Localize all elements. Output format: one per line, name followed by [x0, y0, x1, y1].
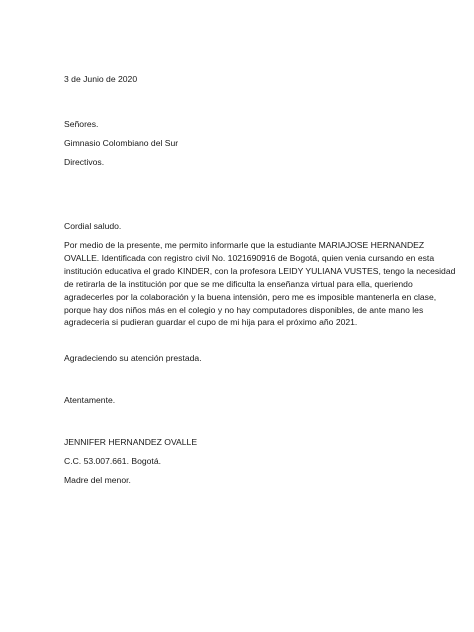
body-line: Por medio de la presente, me permito informarle que la estudiante MARIAJOSE HERNANDEZ	[64, 240, 425, 250]
letter-greeting: Cordial saludo.	[64, 221, 122, 231]
letter-salutation: Señores.	[64, 119, 99, 129]
body-line: porque hay dos niños más en el colegio y no hay computadores disponibles, de ante mano les	[64, 304, 424, 315]
body-line: agradeceria si pudieran guardar el cupo de mi hija para el próximo año 2021.	[64, 317, 358, 328]
signer-id: C.C. 53.007.661. Bogotá.	[64, 456, 161, 466]
letter-body	[64, 239, 456, 329]
letter-date: 3 de Junio de 2020	[64, 74, 138, 84]
letter-thanks: Agradeciendo su atención prestada.	[64, 353, 202, 363]
body-line: de retirarla de la institución por que se me dificulta la enseñanza virtual para ella, queriendo	[64, 278, 413, 289]
body-line: agradecerles por la colaboración y la buena intensión, pero me es imposible mantenerla en clase,	[64, 291, 437, 302]
body-line: institución educativa el grado KINDER, con la profesora LEIDY YULIANA VUSTES, tengo la necesidad	[64, 265, 456, 276]
recipient-role: Directivos.	[64, 157, 105, 167]
signer-name: JENNIFER HERNANDEZ OVALLE	[64, 437, 198, 447]
recipient-organization: Gimnasio Colombiano del Sur	[64, 138, 179, 148]
letter-closing: Atentamente.	[64, 395, 116, 405]
signer-role: Madre del menor.	[64, 475, 131, 485]
body-line: OVALLE. Identificada con registro civil No. 1021690916 de Bogotá, quien venia cursando en esta	[64, 252, 435, 263]
